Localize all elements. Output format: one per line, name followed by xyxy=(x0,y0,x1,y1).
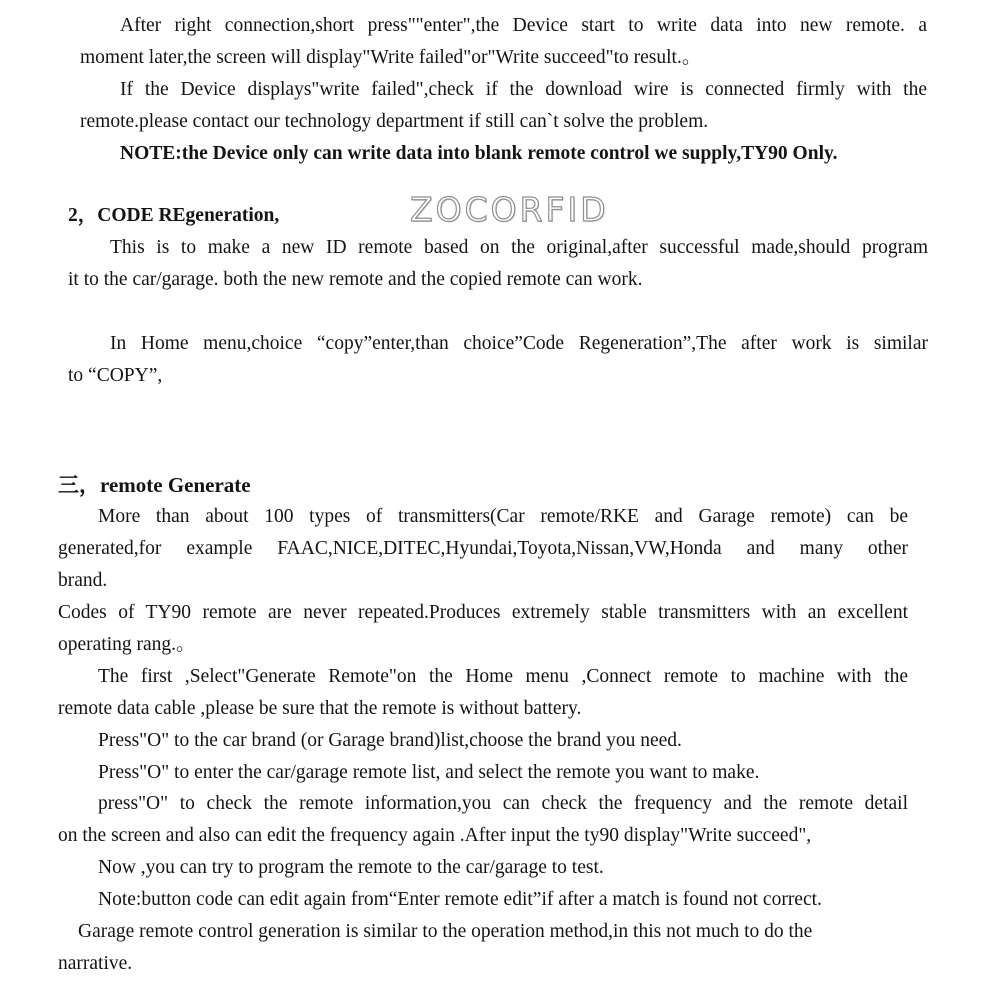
remote-generate-line-13: Note:button code can edit again from“Enter remote edit”if after a match is found not correct. xyxy=(98,889,822,910)
remote-generate-line-9: Press"O" to enter the car/garage remote list, and select the remote you want to make. xyxy=(98,762,760,783)
write-line-2: moment later,the screen will display"Write failed"or"Write succeed"to result.。 xyxy=(80,47,702,68)
remote-generate-line-12: Now ,you can try to program the remote to the car/garage to test. xyxy=(98,857,604,878)
remote-generate-heading: 三，remote Generate xyxy=(58,473,251,497)
remote-generate-line-10: press"O" to check the remote information,you can check the frequency and the remote detail xyxy=(98,793,908,814)
remote-generate-line-2: generated,for example FAAC,NICE,DITEC,Hyundai,Toyota,Nissan,VW,Honda and many other xyxy=(58,538,908,559)
write-line-4: remote.please contact our technology department if still can`t solve the problem. xyxy=(80,111,709,132)
remote-generate-line-15: narrative. xyxy=(58,953,133,974)
remote-generate-line-14: Garage remote control generation is similar to the operation method,in this not much to do the xyxy=(78,921,813,942)
watermark-logo: ZOCORFID xyxy=(410,190,609,229)
code-regen-p1-line-1: This is to make a new ID remote based on the original,after successful made,should program xyxy=(110,237,928,258)
write-line-3: If the Device displays"write failed",check if the download wire is connected firmly with the xyxy=(120,79,927,100)
remote-generate-line-5: operating rang.。 xyxy=(58,634,196,655)
remote-generate-line-8: Press"O" to the car brand (or Garage brand)list,choose the brand you need. xyxy=(98,730,682,751)
code-regen-p2-line-1: In Home menu,choice “copy”enter,than choice”Code Regeneration”,The after work is similar xyxy=(110,333,928,354)
remote-generate-line-4: Codes of TY90 remote are never repeated.Produces extremely stable transmitters with an excellent xyxy=(58,602,908,623)
code-regeneration-heading: 2，CODE REgeneration, xyxy=(68,205,280,226)
code-regen-p2-line-2: to “COPY”, xyxy=(68,365,163,386)
write-line-1: After right connection,short press""enter",the Device start to write data into new remote. a xyxy=(120,15,927,36)
remote-generate-line-1: More than about 100 types of transmitters(Car remote/RKE and Garage remote) can be xyxy=(98,506,908,527)
remote-generate-line-7: remote data cable ,please be sure that the remote is without battery. xyxy=(58,698,582,719)
write-note: NOTE:the Device only can write data into blank remote control we supply,TY90 Only. xyxy=(120,143,838,164)
code-regen-p1-line-2: it to the car/garage. both the new remote and the copied remote can work. xyxy=(68,269,643,290)
remote-generate-line-6: The first ,Select"Generate Remote"on the Home menu ,Connect remote to machine with the xyxy=(98,666,908,687)
remote-generate-line-3: brand. xyxy=(58,570,108,591)
remote-generate-line-11: on the screen and also can edit the frequency again .After input the ty90 display"Write succeed", xyxy=(58,825,812,846)
